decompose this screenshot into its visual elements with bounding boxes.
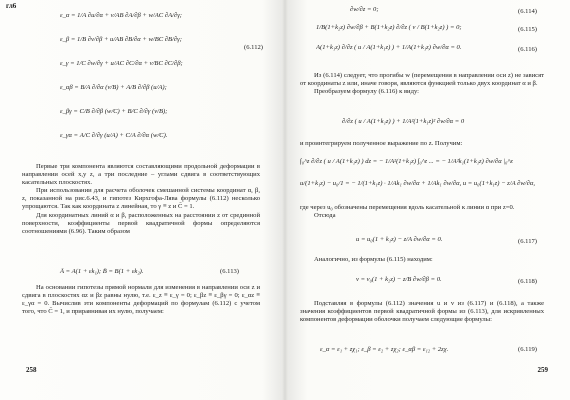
equation-transformed: ∂/∂z ( u / A(1+k₁z) ) + 1/A²(1+k₁z)² ∂w/∂α = 0 (342, 118, 465, 125)
equation-epsilon-beta (60, 36, 182, 43)
paragraph: Аналогично, из формулы (6.115) находим: (314, 256, 433, 263)
equation-lhs: ε_γα = (60, 132, 79, 139)
paragraph-block (300, 300, 544, 324)
equation-lhs: ε_βγ = (60, 108, 78, 115)
paragraph-block (300, 72, 544, 96)
equation-number: (6.116) (518, 46, 537, 53)
paragraph: и проинтегрируем полученное выражение по z. Получим: (300, 140, 463, 147)
equation-epsilon-gamma (60, 60, 183, 67)
equation-lhs: ε_αβ = (60, 84, 79, 91)
equation-rhs: 1/C ∂w/∂γ + u/AC ∂C/∂α + v/BC ∂C/∂β; (76, 60, 183, 67)
equation-rhs: A/C ∂/∂γ (u/A) + C/A ∂/∂α (w/C). (79, 132, 168, 139)
paragraph-block (300, 140, 544, 148)
equation-epsilon-beta-gamma (60, 108, 167, 115)
paragraph: Для координатных линий α и β, расположенных на расстоянии z от срединной поверхности, коэффициенты первой квадратичной формы определяются соотношениями (6.96). Таким образом (22, 211, 260, 235)
equation-strain-components: ε_α = ε₁ + zχ₁; ε_β = ε₂ + zχ₂; ε_αβ = ε₁₂ + 2zχ. (320, 346, 449, 353)
equation-rhs: B/A ∂/∂α (v/B) + A/B ∂/∂β (u/A); (80, 84, 167, 91)
equation-lhs: ε_β = (60, 36, 76, 43)
equation-number: (6.119) (518, 346, 537, 353)
equation-rhs: C/B ∂/∂β (w/C) + B/C ∂/∂γ (v/B); (79, 108, 168, 115)
equation-dw-dz: ∂w/∂z = 0; (350, 6, 379, 13)
paragraph-block (22, 163, 260, 236)
running-head: гл6 (6, 2, 17, 10)
page-number: 259 (537, 366, 548, 374)
equation-epsilon-gamma-alpha (60, 132, 167, 139)
equation-shear-beta-z: 1/B(1+k₂z) ∂w/∂β + B(1+k₂z) ∂/∂z ( v / B(1+k₂z) ) = 0; (316, 24, 462, 31)
equation-lhs: ε_α = (60, 12, 76, 19)
equation-lhs: ε_γ = (60, 60, 75, 67)
equation-number: (6.114) (518, 8, 537, 15)
paragraph: Первые три компонента являются составляющими продольной деформации в направлении осей x,y z, а три последние – углами сдвига в соответствующих касательных плоскостях. (22, 163, 260, 187)
equation-number: (6.117) (518, 238, 537, 245)
left-page (0, 0, 284, 400)
paragraph: При использовании для расчета оболочек смешанной системы координат α, β, z, показанной на рис.6.43, и гипотез Кирхгофа-Лява формулы (6.112) несколько упрощаются. Так как координата z линейная, то γ ≡ z и C̄ = 1. (22, 187, 260, 211)
equation-integral-result: u/(1+k₁z) − u₀/1 = − 1/(1+k₁z) · 1/Ak₁ ∂w/∂α + 1/Ak₁ ∂w/∂α, u = u₀(1+k₁z) − z/A ∂w/∂α, (300, 180, 535, 187)
paragraph-block (22, 284, 260, 316)
paragraph: На основании гипотезы прямой нормали для изменения в направлении оси z и сдвига в плоскостях αz и βz равны нулю, т.е. ε_z ≡ ε_γ = 0; ε_βz ≡ ε_βγ = 0; ε_αz ≡ ε_γα = 0. Вычислив эти компоненты деформаций по формулам (6.112) с учетом того, что C̄ = 1, и приравнивая их нулю, получаем: (22, 284, 260, 316)
equation-rhs: 1/A ∂u/∂α + v/AB ∂A/∂β + w/AC ∂A/∂γ; (77, 12, 183, 19)
equation-metric-coefficients: Ā = A(1 + εk₁); B̄ = B(1 + εk₂). (60, 268, 144, 275)
paragraph: Преобразуем формулу (6.116) к виду: (314, 88, 419, 96)
equation-number: (6.118) (518, 278, 537, 285)
equation-number: (6.112) (244, 44, 263, 51)
paragraph: Подставляя в формулы (6.112) значения u и v из (6.117) и (6.118), а также значения коэффициентов первой квадратичной формы из (6.113), для искривленных компонентов деформации оболочки получаем следующие формулы: (300, 300, 544, 324)
equation-epsilon-alpha (60, 12, 182, 19)
equation-number: (6.113) (220, 268, 239, 275)
paragraph: Из (6.114) следует, что прогибы w (перемещения в направлении оси z) не зависят от координаты z или, иначе говоря, являются функцией только двух координат α и β. (300, 72, 544, 88)
equation-v-displacement: v = v₀(1 + k₂z) − z/B ∂w/∂β = 0. (356, 276, 442, 283)
equation-rhs: 1/B ∂v/∂β + u/AB ∂B/∂α + w/BC ∂B/∂γ; (76, 36, 182, 43)
paragraph-block (300, 256, 544, 264)
paragraph-block (300, 204, 544, 220)
equation-shear-alpha-z: A(1+k₁z) ∂/∂z ( u / A(1+k₁z) ) + 1/A(1+k₁z) ∂w/∂α = 0. (316, 44, 462, 51)
equation-u-displacement: u = u₀(1 + k₁z) − z/A ∂w/∂α = 0. (356, 236, 443, 243)
paragraph: где через u₀ обозначены перемещения вдоль касательной к линии α при z=0. (300, 204, 515, 211)
paragraph: Отсюда (314, 212, 336, 220)
page-number: 258 (26, 366, 37, 374)
right-page (286, 0, 570, 400)
equation-integral: ∫₀^z ∂/∂z ( u / A(1+k₁z) ) dz = − 1/A²(1+k₁z) ∫₀^z ... = − 1/A²k₁(1+k₁z) ∂w/∂α |₀^z (300, 158, 513, 165)
equation-epsilon-alpha-beta (60, 84, 167, 91)
equation-number: (6.115) (518, 26, 537, 33)
